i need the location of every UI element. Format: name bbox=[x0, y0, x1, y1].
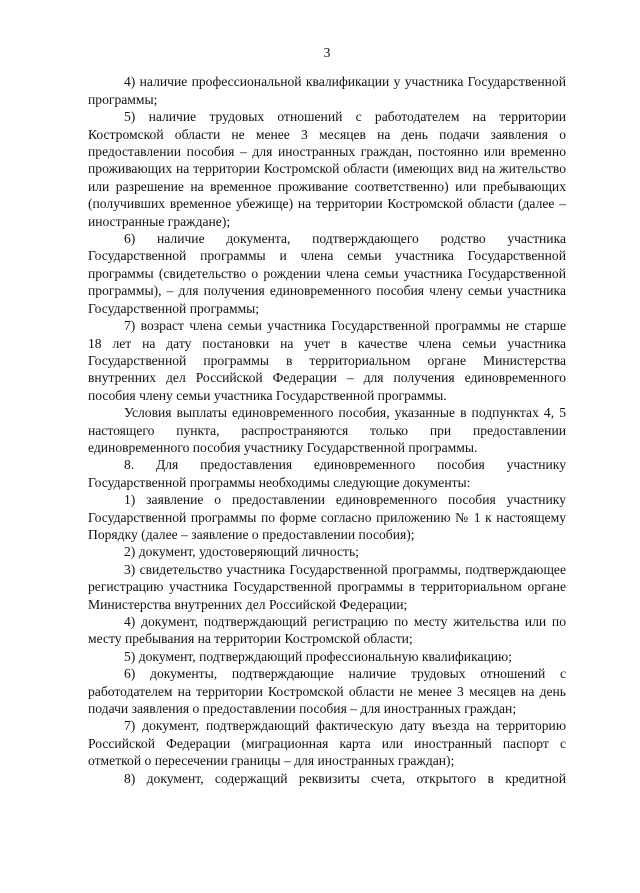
paragraph-doc-4-registration: 4) документ, подтверждающий регистрацию по месту жительства или по месту пребывания на территории Костромской области; bbox=[88, 614, 566, 647]
paragraph-item-5-employment: 5) наличие трудовых отношений с работодателем на территории Костромской области не менее 3 месяцев на день подачи заявления о предоставлении пособия – для иностранных граждан, постоянно или временно проживающих на территории Костромской области (имеющих вид на жительство или разрешение на временное проживание соответственно) или пребывающих (получивших временное убежище) на территории Костромской области (далее – иностранные граждане); bbox=[88, 109, 566, 229]
paragraph-doc-6-employment: 6) документы, подтверждающие наличие трудовых отношений с работодателем на территории Костромской области не менее 3 месяцев на день подачи заявления о предоставлении пособия – для иностранных граждан; bbox=[88, 666, 566, 717]
paragraph-section-8-heading: 8. Для предоставления единовременного пособия участнику Государственной программы необходимы следующие документы: bbox=[88, 457, 566, 490]
paragraph-item-4-qualification: 4) наличие профессиональной квалификации у участника Государственной программы; bbox=[88, 74, 566, 107]
paragraph-doc-1-application: 1) заявление о предоставлении единовременного пособия участнику Государственной программы по форме согласно приложению № 1 к настоящему Порядку (далее – заявление о предоставлении пособия); bbox=[88, 492, 566, 542]
paragraph-item-7-age-limit: 7) возраст члена семьи участника Государственной программы не старше 18 лет на дату постановки на учет в качестве члена семьи участника Государственной программы в территориальном органе Министерства внутренних дел Российской Федерации – для получения единовременного пособия члену семьи участника Государственной программы. bbox=[88, 318, 566, 403]
paragraph-item-6-kinship-document: 6) наличие документа, подтверждающего родство участника Государственной программы и члена семьи участника Государственной программы (свидетельство о рождении члена семьи участника Государственной программы), – для получения единовременного пособия члену семьи участника Государственной программы; bbox=[88, 231, 566, 316]
document-page bbox=[88, 44, 566, 787]
paragraph-doc-5-qualification: 5) документ, подтверждающий профессиональную квалификацию; bbox=[124, 648, 512, 664]
paragraph-doc-3-certificate: 3) свидетельство участника Государственной программы, подтверждающее регистрацию участника Государственной программы в территориальном органе Министерства внутренних дел Российской Федерации; bbox=[88, 561, 566, 612]
paragraph-conditions-note: Условия выплаты единовременного пособия, указанные в подпунктах 4, 5 настоящего пункта, распространяются только при предоставлении единовременного пособия участнику Государственной программы. bbox=[88, 405, 566, 455]
page-number: 3 bbox=[323, 45, 331, 60]
paragraph-doc-2-identity: 2) документ, удостоверяющий личность; bbox=[124, 544, 359, 560]
paragraph-doc-8-bank-account: 8) документ, содержащий реквизиты счета, открытого в кредитной bbox=[124, 770, 566, 786]
paragraph-doc-7-entry-date: 7) документ, подтверждающий фактическую дату въезда на территорию Российской Федерации (миграционная карта или иностранный паспорт с отметкой о пересечении границы – для иностранных граждан); bbox=[88, 718, 566, 769]
